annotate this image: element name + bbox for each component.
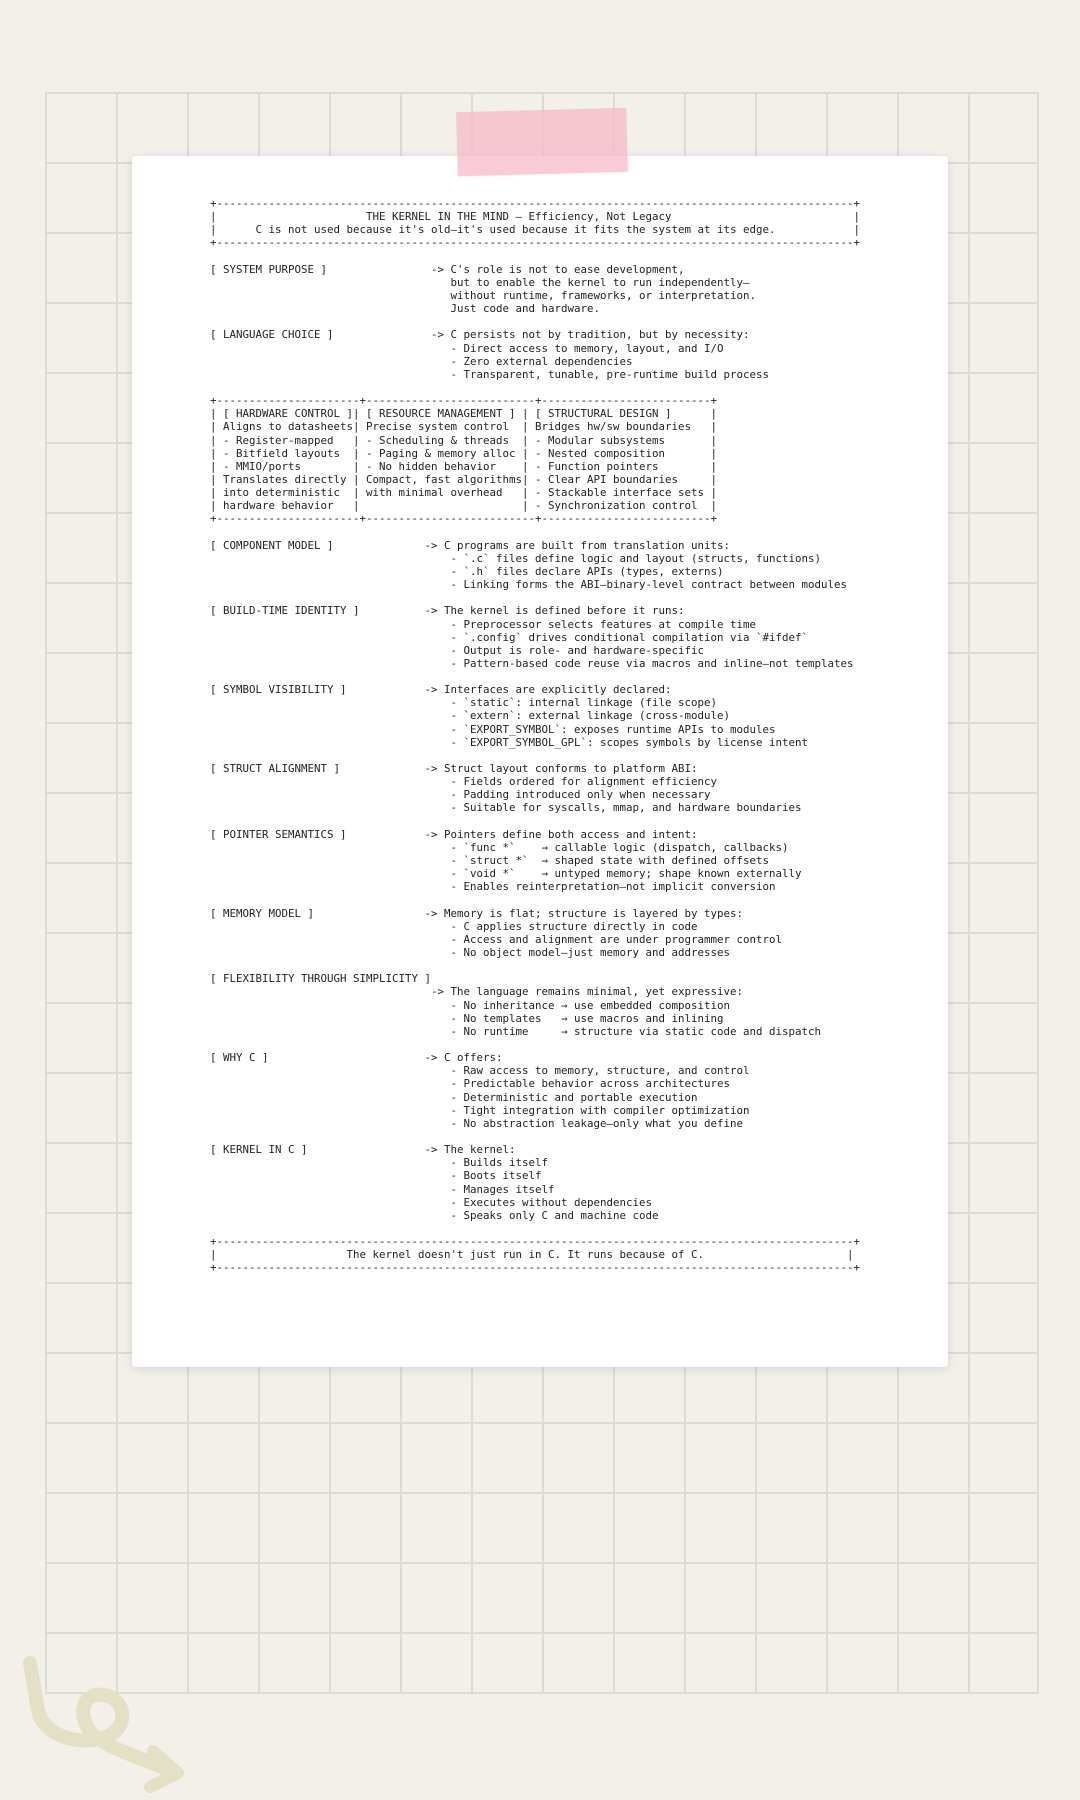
doc-line: - `EXPORT_SYMBOL`: exposes runtime APIs to modules <box>210 722 776 736</box>
doc-line: +--------------------------------------------------------------------------------------------------+ <box>210 236 861 250</box>
doc-line: - Transparent, tunable, pre-runtime build process <box>210 367 770 381</box>
doc-line: - Boots itself <box>210 1169 542 1183</box>
doc-line: - Linking forms the ABI—binary-level contract between modules <box>210 578 848 592</box>
doc-line: +--------------------------------------------------------------------------------------------------+ <box>210 197 861 210</box>
doc-line <box>210 670 860 683</box>
doc-line: | [ HARDWARE CONTROL ]| [ RESOURCE MANAGEMENT ] | [ STRUCTURAL DESIGN ] | <box>210 407 718 421</box>
doc-line: - `EXPORT_SYMBOL_GPL`: scopes symbols by license intent <box>210 735 809 749</box>
doc-line: | THE KERNEL IN THE MIND — Efficiency, Not Legacy | <box>210 210 861 224</box>
doc-line: | - Register-mapped | - Scheduling & threads | - Modular subsystems | <box>210 433 718 447</box>
doc-line: - Raw access to memory, structure, and control <box>210 1064 750 1078</box>
doc-line: [ BUILD-TIME IDENTITY ] -> The kernel is defined before it runs: <box>210 604 685 618</box>
doc-line <box>210 381 860 394</box>
doc-line: [ COMPONENT MODEL ] -> C programs are built from translation units: <box>210 538 731 552</box>
doc-line: +--------------------------------------------------------------------------------------------------+ <box>210 1261 861 1275</box>
doc-line: | - Bitfield layouts | - Paging & memory alloc | - Nested composition | <box>210 446 718 460</box>
doc-line: - Fields ordered for alignment efficiency <box>210 775 718 789</box>
doc-line <box>210 1038 860 1051</box>
doc-line: - `struct *` → shaped state with defined offsets <box>210 854 770 868</box>
doc-line: - `.config` drives conditional compilation via `#ifdef` <box>210 630 809 644</box>
doc-line: | - MMIO/ports | - No hidden behavior | - Function pointers | <box>210 459 718 473</box>
doc-line: [ FLEXIBILITY THROUGH SIMPLICITY ] <box>210 972 432 986</box>
doc-line: [ MEMORY MODEL ] -> Memory is flat; structure is layered by types: <box>210 906 744 920</box>
doc-line: Just code and hardware. <box>210 302 601 316</box>
doc-line: - Builds itself <box>210 1156 549 1170</box>
doc-line: - Speaks only C and machine code <box>210 1208 659 1222</box>
doc-line <box>210 959 860 972</box>
doc-line: - Pattern-based code reuse via macros and inline—not templates <box>210 656 854 670</box>
doc-line: +----------------------+--------------------------+--------------------------+ <box>210 512 718 526</box>
doc-line: - Access and alignment are under programmer control <box>210 932 783 946</box>
doc-line <box>210 1130 860 1143</box>
doc-line: - No inheritance → use embedded composition <box>210 998 731 1012</box>
doc-line: - Padding introduced only when necessary <box>210 788 711 802</box>
doc-line: - `func *` → callable logic (dispatch, callbacks) <box>210 840 789 854</box>
doc-line: - No runtime → structure via static code and dispatch <box>210 1024 822 1038</box>
doc-line: [ WHY C ] -> C offers: <box>210 1051 503 1065</box>
doc-line: - `.c` files define logic and layout (structs, functions) <box>210 551 822 565</box>
doc-line: | hardware behavior | | - Synchronization control | <box>210 499 718 513</box>
doc-line: [ KERNEL IN C ] -> The kernel: <box>210 1143 516 1157</box>
doc-line: but to enable the kernel to run independently— <box>210 275 750 289</box>
doc-line: - Direct access to memory, layout, and I/O <box>210 341 724 355</box>
doc-line: [ LANGUAGE CHOICE ] -> C persists not by tradition, but by necessity: <box>210 328 750 342</box>
doc-line: - Enables reinterpretation—not implicit conversion <box>210 880 776 894</box>
doc-line: [ STRUCT ALIGNMENT ] -> Struct layout conforms to platform ABI: <box>210 762 698 776</box>
doc-line: - `.h` files declare APIs (types, externs) <box>210 564 724 578</box>
doc-line: - Predictable behavior across architectures <box>210 1077 731 1091</box>
doc-line <box>210 526 860 539</box>
doc-line: - Deterministic and portable execution <box>210 1090 698 1104</box>
doc-line <box>210 1222 860 1235</box>
doc-line: - `static`: internal linkage (file scope) <box>210 696 718 710</box>
doc-line: [ POINTER SEMANTICS ] -> Pointers define both access and intent: <box>210 827 698 841</box>
doc-line: - `void *` → untyped memory; shape known externally <box>210 867 802 881</box>
tape-strip <box>456 108 628 176</box>
doc-line <box>210 250 860 263</box>
loop-arrow-icon <box>18 1655 188 1795</box>
doc-line: +----------------------+--------------------------+--------------------------+ <box>210 394 718 408</box>
doc-line: - C applies structure directly in code <box>210 919 698 933</box>
doc-line <box>210 749 860 762</box>
doc-line: | Translates directly | Compact, fast algorithms| - Clear API boundaries | <box>210 472 718 486</box>
doc-line: - `extern`: external linkage (cross-module) <box>210 709 731 723</box>
doc-line: | into deterministic | with minimal overhead | - Stackable interface sets | <box>210 486 718 500</box>
doc-line: -> The language remains minimal, yet expressive: <box>210 985 744 999</box>
doc-line: - Manages itself <box>210 1182 555 1196</box>
doc-line: | C is not used because it's old—it's used because it fits the system at its edge. | <box>210 223 861 237</box>
doc-line <box>210 815 860 828</box>
doc-line: - No object model—just memory and addresses <box>210 946 731 960</box>
doc-line: - No abstraction leakage—only what you define <box>210 1116 744 1130</box>
doc-line: - Tight integration with compiler optimization <box>210 1103 750 1117</box>
doc-line <box>210 315 860 328</box>
ascii-document <box>210 197 860 1275</box>
doc-line: - No templates → use macros and inlining <box>210 1011 724 1025</box>
doc-line: | Aligns to datasheets| Precise system control | Bridges hw/sw boundaries | <box>210 420 718 434</box>
doc-line: +--------------------------------------------------------------------------------------------------+ <box>210 1235 861 1249</box>
doc-line <box>210 591 860 604</box>
doc-line: [ SYSTEM PURPOSE ] -> C's role is not to ease development, <box>210 262 685 276</box>
doc-line: - Suitable for syscalls, mmap, and hardware boundaries <box>210 801 802 815</box>
doc-line: without runtime, frameworks, or interpretation. <box>210 288 757 302</box>
doc-line <box>210 893 860 906</box>
doc-line: - Output is role- and hardware-specific <box>210 643 705 657</box>
doc-line: | The kernel doesn't just run in C. It runs because of C. | <box>210 1248 854 1262</box>
doc-line: - Zero external dependencies <box>210 354 633 368</box>
doc-line: - Preprocessor selects features at compile time <box>210 617 757 631</box>
doc-line: [ SYMBOL VISIBILITY ] -> Interfaces are explicitly declared: <box>210 683 672 697</box>
doc-line: - Executes without dependencies <box>210 1195 653 1209</box>
